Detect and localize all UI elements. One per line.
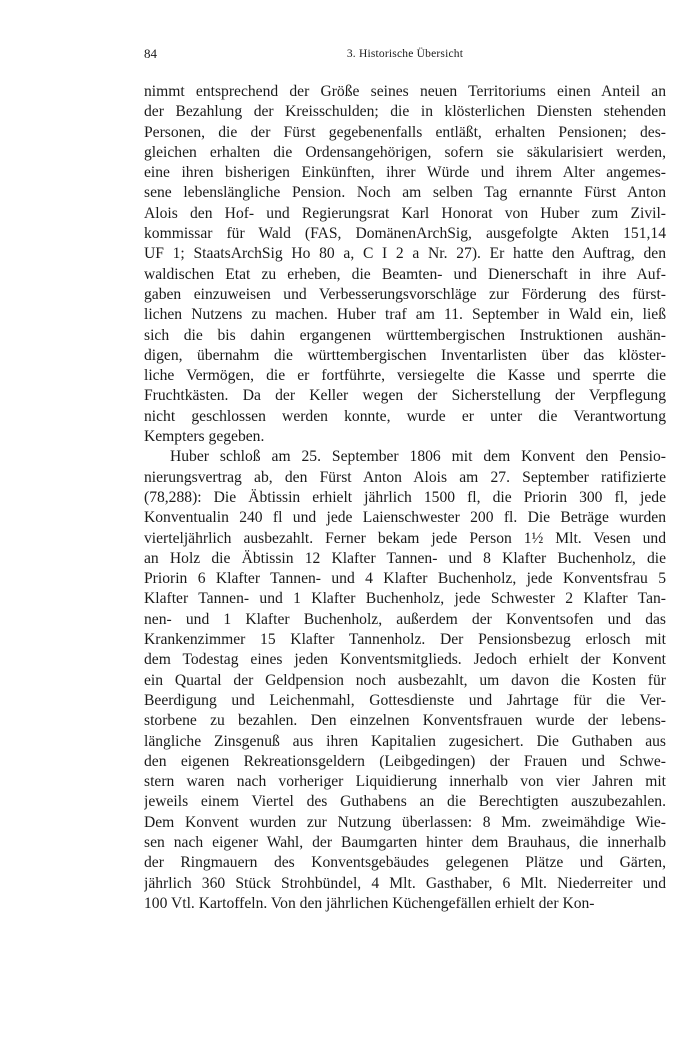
text-line: Konventualin 240 fl und jede Laienschwester 200 fl. Die Beträge wurden: [144, 509, 666, 527]
text-line: digen, übernahm die württembergischen Inventarlisten über das klöster-: [144, 346, 666, 364]
text-line: 100 Vtl. Kartoffeln. Von den jährlichen Küchengefällen erhielt der Kon-: [144, 894, 595, 912]
text-line: waldischen Etat zu erheben, die Beamten- und Dienerschaft in ihre Auf-: [144, 265, 666, 283]
text-line: sene lebenslängliche Pension. Noch am selben Tag ernannte Fürst Anton: [144, 184, 666, 202]
text-line: nicht geschlossen werden konnte, wurde er unter die Verantwortung: [144, 407, 666, 425]
text-line: sen nach eigener Wahl, der Baumgarten hinter dem Brauhaus, die innerhalb: [144, 833, 666, 851]
page-number: 84: [144, 46, 157, 61]
text-line: Kempters gegeben.: [144, 428, 265, 446]
text-line: (78,288): Die Äbtissin erhielt jährlich 1500 fl, die Priorin 300 fl, jede: [144, 488, 666, 506]
text-line: Personen, die der Fürst gegebenenfalls entläßt, erhalten Pensionen; des-: [144, 123, 666, 141]
text-line: Fruchtkästen. Da der Keller wegen der Sicherstellung der Verpflegung: [144, 387, 666, 405]
text-line: der Bezahlung der Kreisschulden; die in klösterlichen Diensten stehenden: [144, 103, 666, 121]
running-title: 3. Historische Übersicht: [346, 48, 464, 60]
text-line: gaben einzuweisen und Verbesserungsvorschläge zur Förderung des fürst-: [144, 285, 666, 303]
text-line: lichen Nutzens zu machen. Huber traf am 11. September in Wald ein, ließ: [144, 306, 666, 324]
text-line: stern waren nach vorheriger Liquidierung innerhalb von vier Jahren mit: [144, 773, 666, 791]
text-line: an Holz die Äbtissin 12 Klafter Tannen- und 8 Klafter Buchenholz, die: [144, 549, 666, 567]
text-line: nierungsvertrag ab, den Fürst Anton Alois am 27. September ratifizierte: [144, 468, 666, 486]
text-line: Alois den Hof- und Regierungsrat Karl Honorat von Huber zum Zivil-: [144, 204, 666, 222]
text-line: UF 1; StaatsArchSig Ho 80 a, C I 2 a Nr. 27). Er hatte den Auftrag, den: [144, 245, 666, 263]
text-line: längliche Zinsgenuß aus ihren Kapitalien zugesichert. Die Guthaben aus: [144, 732, 666, 750]
paragraph: [144, 82, 666, 447]
text-line: sich die bis dahin ergangenen württembergischen Instruktionen aushän-: [144, 326, 666, 344]
text-line: ein Quartal der Geldpension noch ausbezahlt, um davon die Kosten für: [144, 671, 666, 689]
text-line: Dem Konvent wurden zur Nutzung überlassen: 8 Mm. zweimähdige Wie-: [144, 813, 666, 831]
text-line: Priorin 6 Klafter Tannen- und 4 Klafter Buchenholz, jede Konventsfrau 5: [144, 570, 666, 588]
text-line: gleichen erhalten die Ordensangehörigen, sofern sie säkularisiert werden,: [144, 143, 666, 161]
text-line: Krankenzimmer 15 Klafter Tannenholz. Der Pensionsbezug erlosch mit: [144, 631, 666, 649]
text-line: jeweils einem Viertel des Guthabens an die Berechtigten auszubezahlen.: [144, 793, 666, 811]
text-line: der Ringmauern des Konventsgebäudes gelegenen Plätze und Gärten,: [144, 854, 666, 872]
text-line: storbene zu bezahlen. Den einzelnen Konventsfrauen wurde der lebens-: [144, 712, 666, 730]
running-head: [144, 44, 666, 64]
paragraph: [144, 447, 666, 914]
body-text: [144, 82, 666, 914]
text-line: Huber schloß am 25. September 1806 mit dem Konvent den Pensio-: [170, 448, 666, 466]
text-line: eine ihren bisherigen Einkünften, ihrer Würde und ihrem Alter angemes-: [144, 164, 666, 182]
text-line: jährlich 360 Stück Strohbündel, 4 Mlt. Gasthaber, 6 Mlt. Niederreiter und: [144, 874, 666, 892]
text-line: liche Vermögen, die er fortführte, versiegelte die Kasse und sperrte die: [144, 367, 666, 385]
text-line: nen- und 1 Klafter Buchenholz, außerdem der Konventsofen und das: [144, 610, 666, 628]
text-line: Beerdigung und Leichenmahl, Gottesdienste und Jahrtage für die Ver-: [144, 691, 666, 709]
text-line: den eigenen Rekreationsgeldern (Leibgedingen) der Frauen und Schwe-: [144, 752, 666, 770]
text-line: dem Todestag eines jeden Konventsmitglieds. Jedoch erhielt der Konvent: [144, 651, 666, 669]
text-line: vierteljährlich ausbezahlt. Ferner bekam jede Person 1½ Mlt. Vesen und: [144, 529, 666, 547]
text-line: kommissar für Wald (FAS, DomänenArchSig, ausgefolgte Akten 151,14: [144, 225, 666, 243]
text-line: nimmt entsprechend der Größe seines neuen Territoriums einen Anteil an: [144, 83, 666, 100]
text-line: Klafter Tannen- und 1 Klafter Buchenholz, jede Schwester 2 Klafter Tan-: [144, 590, 666, 608]
